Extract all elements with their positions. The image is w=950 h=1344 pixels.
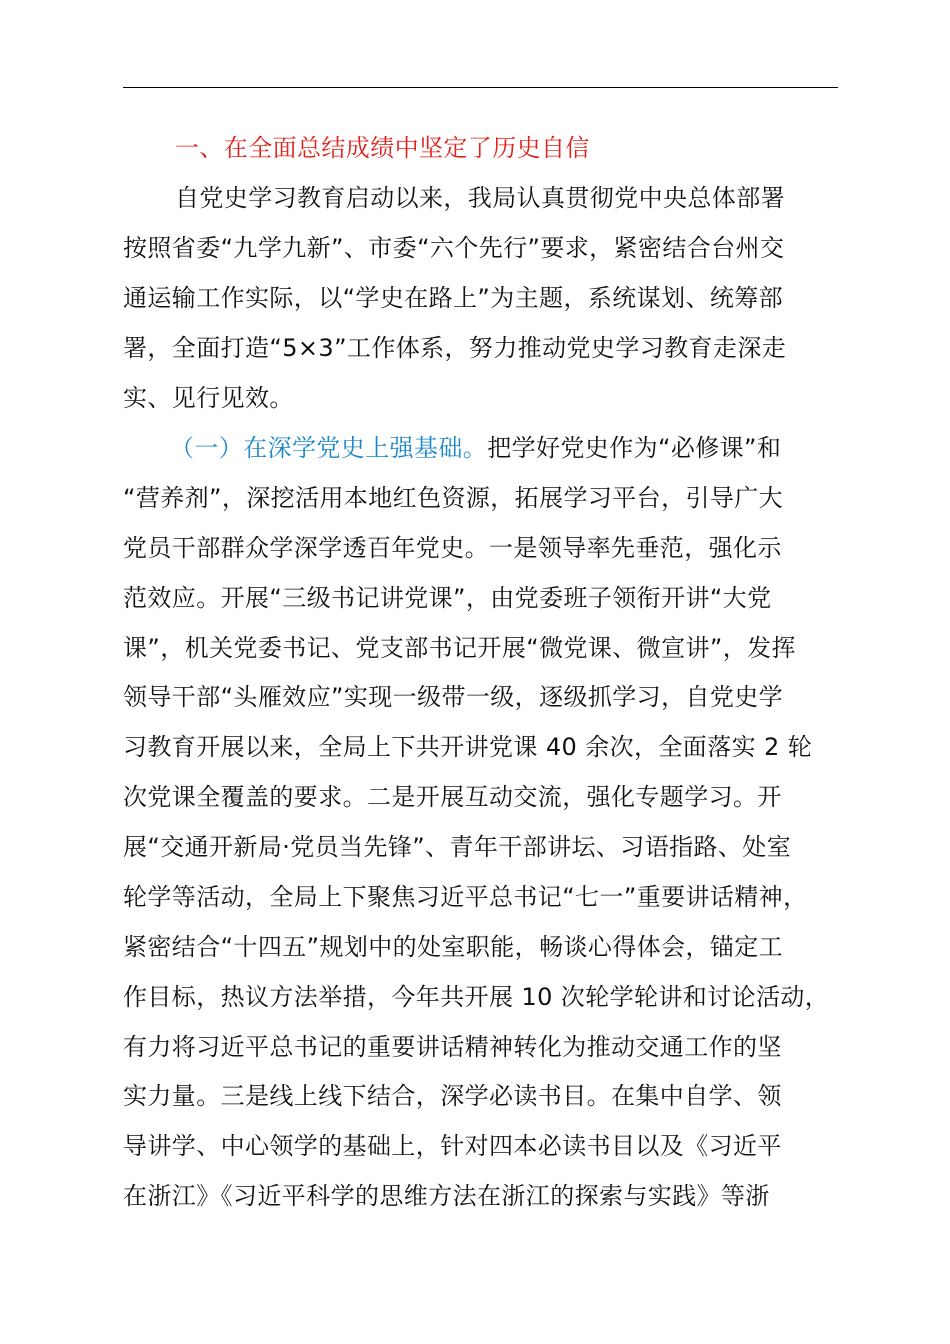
paragraph-line: 通运输工作实际，以“学史在路上”为主题，系统谋划、统筹部	[123, 284, 784, 312]
paragraph-line: 实力量。三是线上线下结合，深学必读书目。在集中自学、领	[123, 1082, 782, 1110]
paragraph-text: 把学好党史作为“必修课”和	[487, 434, 782, 462]
paragraph-line: 紧密结合“十四五”规划中的处室职能，畅谈心得体会，锚定工	[123, 933, 784, 961]
paragraph-line: 作目标，热议方法举措，今年共开展 10 次轮学轮讲和讨论活动，	[123, 983, 830, 1011]
section-heading: 一、在全面总结成绩中坚定了历史自信	[175, 134, 590, 162]
paragraph-line	[170, 423, 838, 473]
paragraph-line: 轮学等活动，全局上下聚焦习近平总书记“七一”重要讲话精神，	[123, 883, 808, 911]
paragraph-line: 导讲学、中心领学的基础上，针对四本必读书目以及《习近平	[123, 1132, 782, 1160]
subsection-title: （一）在深学党史上强基础。	[170, 434, 488, 462]
paragraph-line: 次党课全覆盖的要求。二是开展互动交流，强化专题学习。开	[123, 783, 782, 811]
paragraph-line: 按照省委“九学九新”、市委“六个先行”要求，紧密结合台州交	[123, 234, 785, 262]
paragraph-line: 展“交通开新局·党员当先锋”、青年干部讲坛、习语指路、处室	[123, 833, 792, 861]
paragraph-line: 习教育开展以来，全局上下共开讲党课 40 余次，全面落实 2 轮	[123, 733, 813, 761]
paragraph-line: 范效应。开展“三级书记讲党课”，由党委班子领衔开讲“大党	[123, 584, 772, 612]
paragraph-line: 领导干部“头雁效应”实现一级带一级，逐级抓学习，自党史学	[123, 683, 784, 711]
paragraph-line: 署，全面打造“5×3”工作体系，努力推动党史学习教育走深走	[123, 334, 787, 362]
paragraph-line: 有力将习近平总书记的重要讲话精神转化为推动交通工作的坚	[123, 1033, 782, 1061]
paragraph-line: 实、见行见效。	[123, 384, 294, 412]
paragraph-line: “营养剂”，深挖活用本地红色资源，拓展学习平台，引导广大	[123, 484, 784, 512]
top-rule	[123, 87, 838, 88]
paragraph-line: 党员干部群众学深学透百年党史。一是领导率先垂范，强化示	[123, 534, 782, 562]
paragraph-line: 自党史学习教育启动以来，我局认真贯彻党中央总体部署	[175, 184, 785, 212]
paragraph-line: 在浙江》《习近平科学的思维方法在浙江的探索与实践》等浙	[123, 1182, 770, 1210]
paragraph-line: 课”，机关党委书记、党支部书记开展“微党课、微宣讲”，发挥	[123, 634, 796, 662]
